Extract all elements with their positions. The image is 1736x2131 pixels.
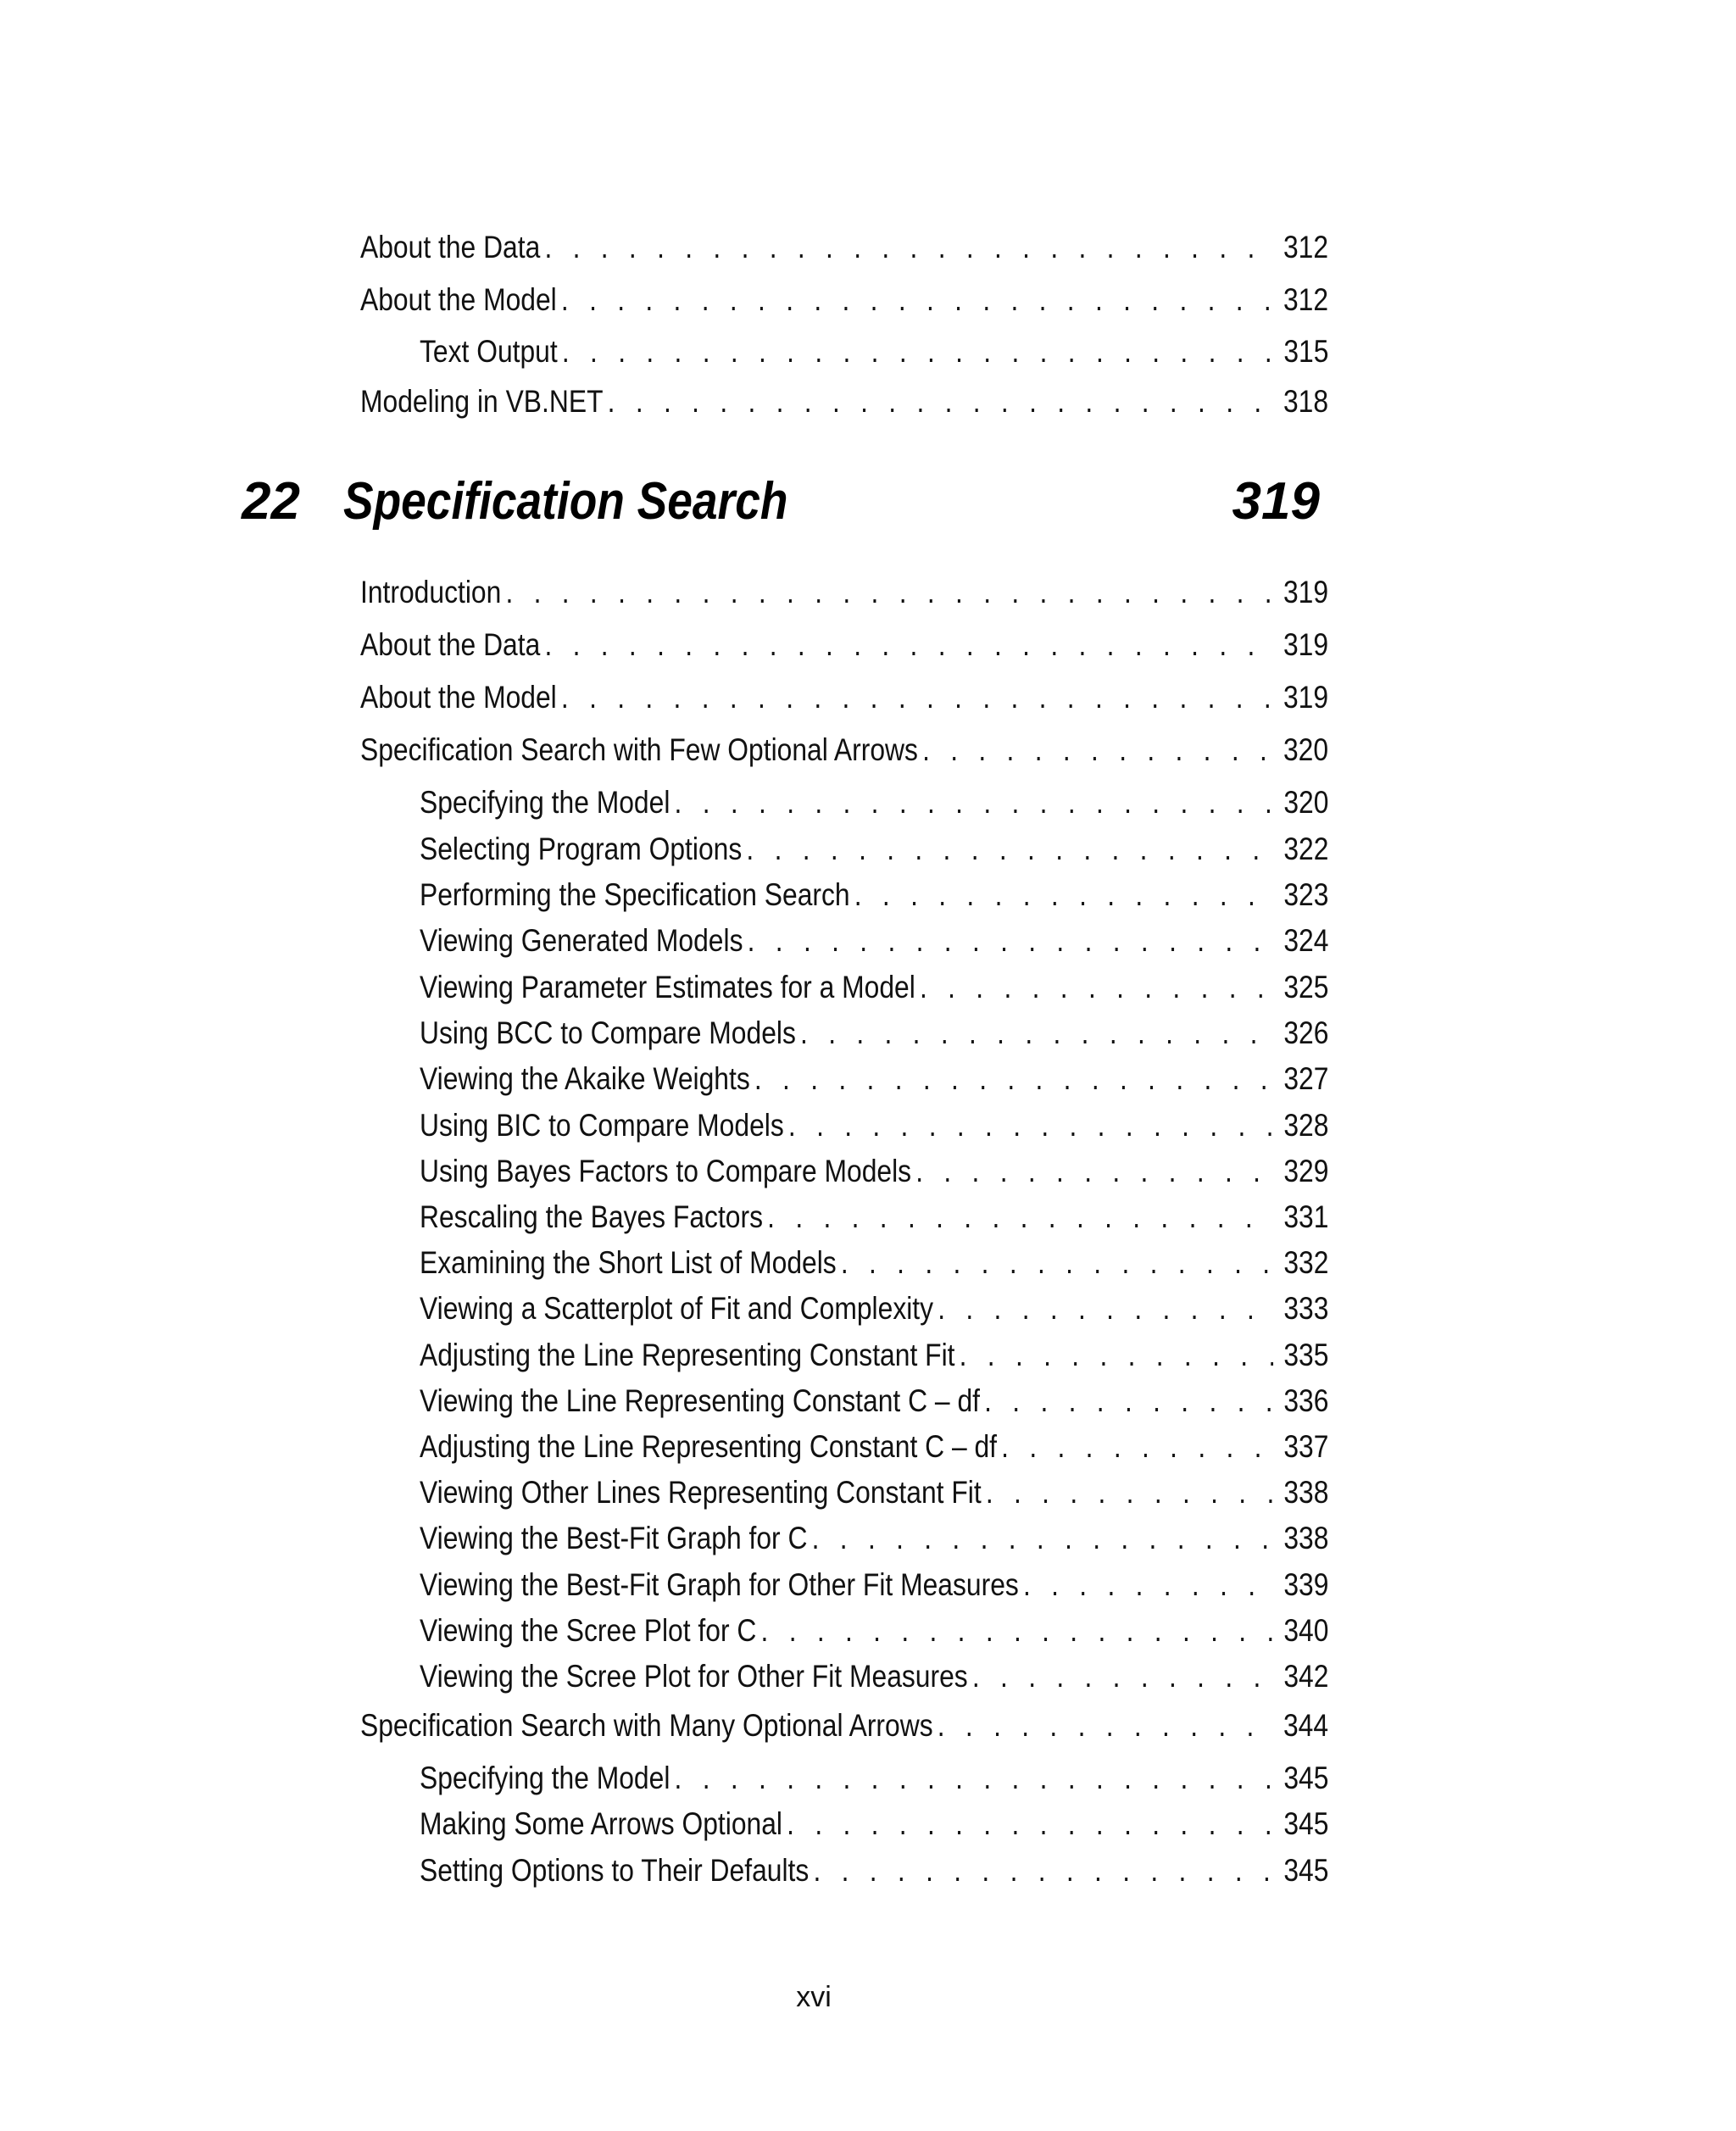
toc-entry-title: About the Model [360, 680, 557, 715]
toc-entry-page: 337 [1283, 1429, 1329, 1464]
toc-entry-page: 318 [1283, 384, 1329, 419]
toc-subentry[interactable] [420, 967, 1328, 1008]
toc-entry-page: 333 [1283, 1291, 1329, 1326]
toc-entry-page: 320 [1283, 732, 1329, 767]
dot-leader [746, 829, 1273, 870]
toc-entry-title: Using BCC to Compare Models [420, 1015, 796, 1050]
toc-subentry[interactable] [420, 1804, 1328, 1844]
toc-subentry[interactable] [420, 1197, 1328, 1238]
toc-entry-title: About the Model [360, 282, 557, 317]
toc-entry-page: 328 [1283, 1108, 1329, 1143]
toc-entry-title: Specification Search with Many Optional Arrows [360, 1708, 933, 1743]
toc-entry-title: Viewing the Best-Fit Graph for Other Fit Measures [420, 1567, 1019, 1602]
dot-leader [986, 1472, 1273, 1513]
chapter-number: 22 [242, 472, 300, 531]
toc-subentry[interactable] [420, 921, 1328, 961]
dot-leader [854, 875, 1274, 915]
toc-entry-title: Viewing the Best-Fit Graph for C [420, 1521, 808, 1555]
toc-subentry[interactable] [420, 1059, 1328, 1099]
dot-leader [1001, 1427, 1273, 1467]
toc-entry-title: Rescaling the Bayes Factors [420, 1199, 764, 1234]
toc-entry-title: Specifying the Model [420, 785, 670, 820]
toc-entry-title: Text Output [420, 334, 558, 369]
toc-entry-page: 326 [1283, 1015, 1329, 1050]
dot-leader [915, 1151, 1273, 1192]
dot-leader [960, 1335, 1274, 1376]
toc-entry-title: Using Bayes Factors to Compare Models [420, 1154, 912, 1188]
toc-entry-title: Viewing a Scatterplot of Fit and Complexity [420, 1291, 934, 1326]
toc-entry-title: Viewing Other Lines Representing Constant Fit [420, 1475, 982, 1510]
dot-leader [938, 1288, 1273, 1329]
toc-entry-page: 312 [1283, 282, 1329, 317]
dot-leader [984, 1381, 1273, 1422]
toc-entry-title: Specification Search with Few Optional Arrows [360, 732, 918, 767]
toc-entry-title: Specifying the Model [420, 1761, 670, 1795]
toc-entry[interactable] [360, 625, 1328, 665]
toc-entry-page: 342 [1283, 1659, 1329, 1694]
toc-subentry[interactable] [420, 1472, 1328, 1513]
toc-entry-title: Viewing the Akaike Weights [420, 1061, 750, 1096]
toc-subentry[interactable] [420, 1850, 1328, 1891]
toc-entry-page: 323 [1283, 877, 1329, 912]
toc-entry[interactable] [360, 677, 1328, 718]
toc-entry-title: Modeling in VB.NET [360, 384, 604, 419]
dot-leader [841, 1243, 1273, 1283]
toc-entry-title: Selecting Program Options [420, 832, 743, 866]
toc-entry-page: 339 [1283, 1567, 1329, 1602]
toc-entry-title: Setting Options to Their Defaults [420, 1853, 810, 1888]
toc-entry-title: Viewing Parameter Estimates for a Model [420, 970, 915, 1004]
dot-leader [938, 1705, 1273, 1746]
dot-leader [675, 1758, 1274, 1799]
dot-leader [608, 381, 1273, 422]
dot-leader [787, 1804, 1273, 1844]
toc-entry[interactable] [360, 227, 1328, 268]
toc-subentry[interactable] [420, 1335, 1328, 1376]
toc-entry-title: Making Some Arrows Optional [420, 1806, 782, 1841]
toc-entry-page: 331 [1283, 1199, 1329, 1234]
toc-subentry[interactable] [420, 1656, 1328, 1697]
toc-entry-title: Introduction [360, 575, 502, 609]
page-number: xvi [796, 1981, 832, 2013]
toc-entry-page: 327 [1283, 1061, 1329, 1096]
dot-leader [761, 1611, 1274, 1651]
toc-entry-title: Viewing the Scree Plot for Other Fit Measures [420, 1659, 968, 1694]
toc-subentry[interactable] [420, 1427, 1328, 1467]
dot-leader [922, 730, 1273, 771]
toc-entry-page: 325 [1283, 970, 1329, 1004]
toc-entry-page: 345 [1283, 1853, 1329, 1888]
dot-leader [544, 227, 1273, 268]
dot-leader [748, 921, 1274, 961]
toc-entry-page: 319 [1283, 575, 1329, 609]
toc-entry-page: 329 [1283, 1154, 1329, 1188]
toc-entry[interactable] [360, 730, 1328, 771]
toc-entry-title: Viewing the Scree Plot for C [420, 1613, 757, 1648]
toc-subentry[interactable] [420, 1565, 1328, 1605]
toc-subentry[interactable] [420, 829, 1328, 870]
toc-entry-page: 335 [1283, 1338, 1329, 1372]
toc-entry[interactable] [360, 1705, 1328, 1746]
toc-entry-page: 315 [1283, 334, 1329, 369]
chapter-heading[interactable] [242, 468, 1320, 536]
chapter-title: Specification Search [343, 472, 788, 531]
toc-subentry[interactable] [420, 1013, 1328, 1054]
dot-leader [544, 625, 1273, 665]
toc-entry[interactable] [360, 572, 1328, 613]
toc-entry-title: About the Data [360, 230, 541, 264]
toc-subentry[interactable] [420, 1105, 1328, 1146]
toc-entry-page: 319 [1283, 627, 1329, 662]
toc-entry-page: 336 [1283, 1383, 1329, 1418]
toc-entry-page: 338 [1283, 1521, 1329, 1555]
toc-entry[interactable] [360, 381, 1328, 422]
toc-entry-title: Adjusting the Line Representing Constant Fit [420, 1338, 955, 1372]
toc-subentry[interactable] [420, 331, 1328, 372]
dot-leader [754, 1059, 1273, 1099]
toc-subentry[interactable] [420, 1758, 1328, 1799]
toc-entry-page: 319 [1283, 680, 1329, 715]
dot-leader [675, 782, 1274, 823]
dot-leader [788, 1105, 1273, 1146]
toc-entry-page: 322 [1283, 832, 1329, 866]
toc-subentry[interactable] [420, 1611, 1328, 1651]
toc-entry-title: Performing the Specification Search [420, 877, 850, 912]
toc-subentry[interactable] [420, 1243, 1328, 1283]
dot-leader [767, 1197, 1273, 1238]
toc-entry-page: 345 [1283, 1806, 1329, 1841]
toc-entry[interactable] [360, 280, 1328, 320]
dot-leader [561, 677, 1273, 718]
toc-entry-title: About the Data [360, 627, 541, 662]
toc-subentry[interactable] [420, 1151, 1328, 1192]
toc-entry-page: 344 [1283, 1708, 1329, 1743]
toc-entry-page: 340 [1283, 1613, 1329, 1648]
dot-leader [561, 280, 1273, 320]
toc-entry-page: 312 [1283, 230, 1329, 264]
toc-entry-title: Viewing Generated Models [420, 923, 743, 958]
dot-leader [813, 1850, 1273, 1891]
dot-leader [920, 967, 1273, 1008]
toc-entry-title: Examining the Short List of Models [420, 1245, 837, 1280]
dot-leader [1023, 1565, 1273, 1605]
toc-entry-page: 320 [1283, 785, 1329, 820]
toc-subentry[interactable] [420, 1288, 1328, 1329]
toc-entry-title: Using BIC to Compare Models [420, 1108, 784, 1143]
toc-entry-page: 338 [1283, 1475, 1329, 1510]
dot-leader [812, 1518, 1274, 1559]
toc-entry-page: 345 [1283, 1761, 1329, 1795]
toc-entry-page: 324 [1283, 923, 1329, 958]
toc-subentry[interactable] [420, 1381, 1328, 1422]
chapter-page: 319 [1232, 472, 1320, 531]
dot-leader [505, 572, 1272, 613]
toc-entry-page: 332 [1283, 1245, 1329, 1280]
toc-subentry[interactable] [420, 782, 1328, 823]
toc-subentry[interactable] [420, 875, 1328, 915]
toc-entry-title: Adjusting the Line Representing Constant C – df [420, 1429, 998, 1464]
dot-leader [800, 1013, 1273, 1054]
dot-leader [562, 331, 1273, 372]
toc-subentry[interactable] [420, 1518, 1328, 1559]
toc-entry-title: Viewing the Line Representing Constant C – df [420, 1383, 980, 1418]
dot-leader [972, 1656, 1273, 1697]
